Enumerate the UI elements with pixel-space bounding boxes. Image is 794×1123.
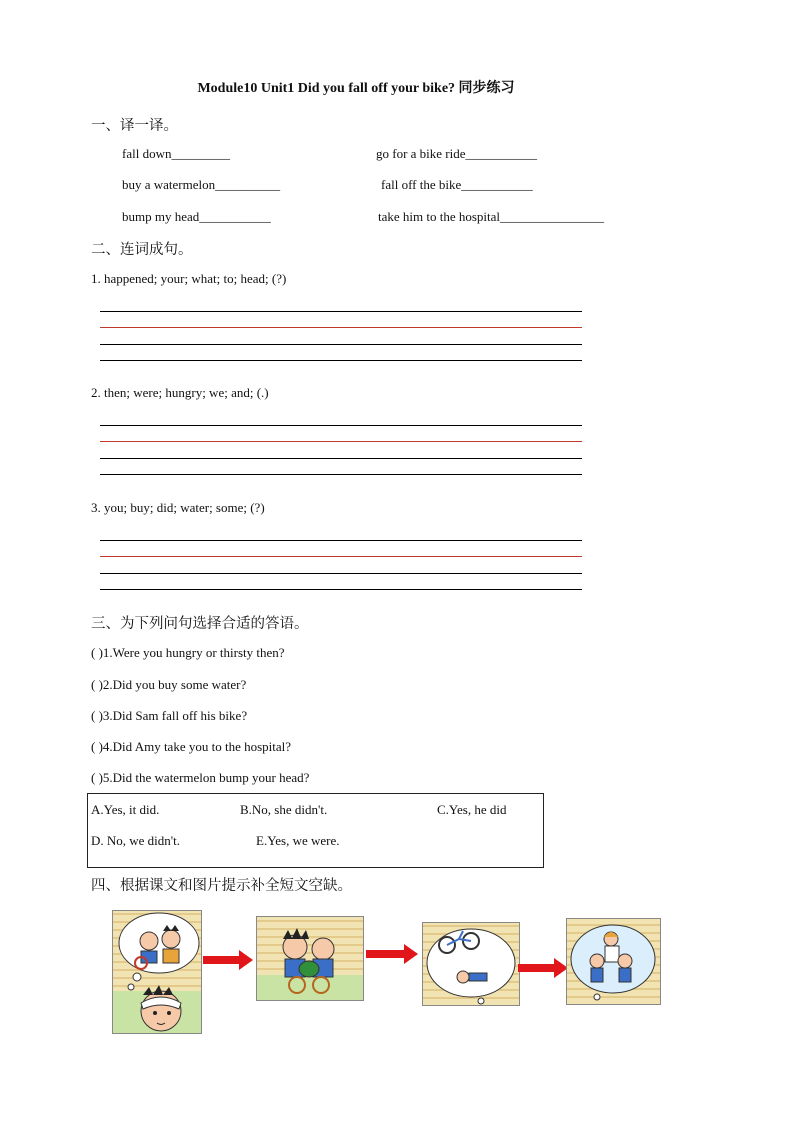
unscramble-question-1: 1. happened; your; what; to; head; (?) [91,271,287,286]
story-picture-1 [112,910,202,1034]
answer-option-b: B.No, she didn't. [240,802,328,817]
unscramble-question-3: 3. you; buy; did; water; some; (?) [91,500,265,515]
writing-line-red [100,556,582,557]
writing-line [100,573,582,574]
writing-line [100,425,582,426]
story-picture-4 [566,918,661,1005]
writing-line [100,360,582,361]
matching-question-3: ( )3.Did Sam fall off his bike? [91,708,248,723]
matching-question-4: ( )4.Did Amy take you to the hospital? [91,739,292,754]
section3-heading: 三、为下列问句选择合适的答语。 [91,616,309,632]
vocab-item: bump my head___________ [122,209,271,224]
vocab-item: fall off the bike___________ [381,177,533,192]
vocab-item: fall down_________ [122,146,230,161]
writing-line-red [100,327,582,328]
story-picture-3 [422,922,520,1006]
story-picture-2 [256,916,364,1001]
answer-option-e: E.Yes, we were. [256,833,340,848]
unscramble-question-2: 2. then; were; hungry; we; and; (.) [91,385,269,400]
arrow-right-icon [366,944,418,969]
writing-line [100,474,582,475]
vocab-item: go for a bike ride___________ [376,146,538,161]
section2-heading: 二、连词成句。 [91,242,193,258]
writing-line [100,589,582,590]
arrow-right-icon [203,950,253,975]
matching-question-1: ( )1.Were you hungry or thirsty then? [91,645,285,660]
vocab-item: take him to the hospital________________ [378,209,605,224]
arrow-right-icon [518,958,568,983]
page-title: Module10 Unit1 Did you fall off your bike? 同步练习 [197,81,515,96]
matching-question-5: ( )5.Did the watermelon bump your head? [91,770,310,785]
vocab-item: buy a watermelon__________ [122,177,281,192]
writing-line [100,344,582,345]
writing-line [100,540,582,541]
writing-line [100,458,582,459]
writing-line-red [100,441,582,442]
section4-heading: 四、根据课文和图片提示补全短文空缺。 [91,878,352,894]
answer-option-c: C.Yes, he did [437,802,507,817]
answer-option-a: A.Yes, it did. [91,802,160,817]
section1-heading: 一、译一译。 [91,118,178,134]
answer-option-d: D. No, we didn't. [91,833,181,848]
writing-line [100,311,582,312]
matching-question-2: ( )2.Did you buy some water? [91,677,247,692]
